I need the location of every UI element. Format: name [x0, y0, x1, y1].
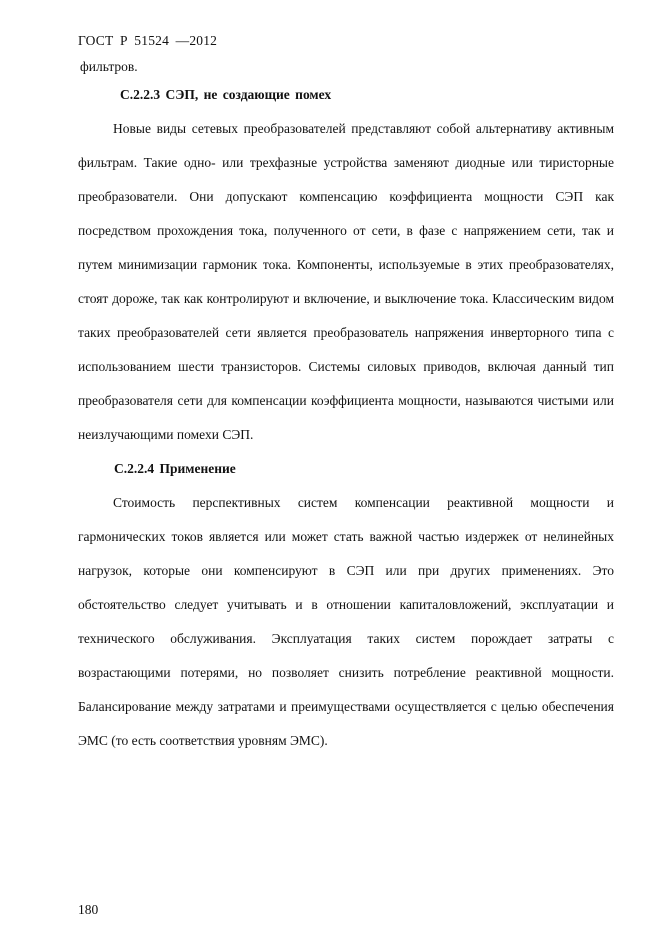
- document-body: [78, 56, 614, 758]
- document-header: ГОСТ Р 51524 —2012: [78, 33, 218, 48]
- section-heading: С.2.2.4 Применение: [114, 461, 236, 476]
- continuation-text: фильтров.: [80, 59, 138, 74]
- section-paragraph: Стоимость перспективных систем компенсации реактивной мощности и гармонических токов является или может стать важной частью издержек от нелинейных нагрузок, которые они компенсируют в СЭП или при других применениях. Это обстоятельство следует учитывать и в отношении капиталовложений, эксплуатации и технического обслуживания. Эксплуатация таких систем порождает затраты с возрастающими потерями, но позволяет снизить потребление реактивной мощности. Балансирование между затратами и преимуществами осуществляется с целью обеспечения ЭМС (то есть соответствия уровням ЭМС).: [78, 495, 614, 748]
- page-number: 180: [78, 902, 99, 917]
- section-heading: С.2.2.3 СЭП, не создающие помех: [120, 87, 332, 102]
- section-paragraph: Новые виды сетевых преобразователей представляют собой альтернативу активным фильтрам. Такие одно- или трехфазные устройства заменяют диодные или тиристорные преобразователи. Они допускают компенсацию коэффициента мощности СЭП как посредством прохождения тока, полученного от сети, в фазе с напряжением сети, так и путем минимизации гармоник тока. Компоненты, используемые в этих преобразователях, стоят дороже, так как контролируют и включение, и выключение тока. Классическим видом таких преобразователей сети является преобразователь напряжения инверторного типа с использованием шести транзисторов. Системы силовых приводов, включая данный тип преобразователя сети для компенсации коэффициента мощности, называются чистыми или неизлучающими помехи СЭП.: [78, 121, 614, 442]
